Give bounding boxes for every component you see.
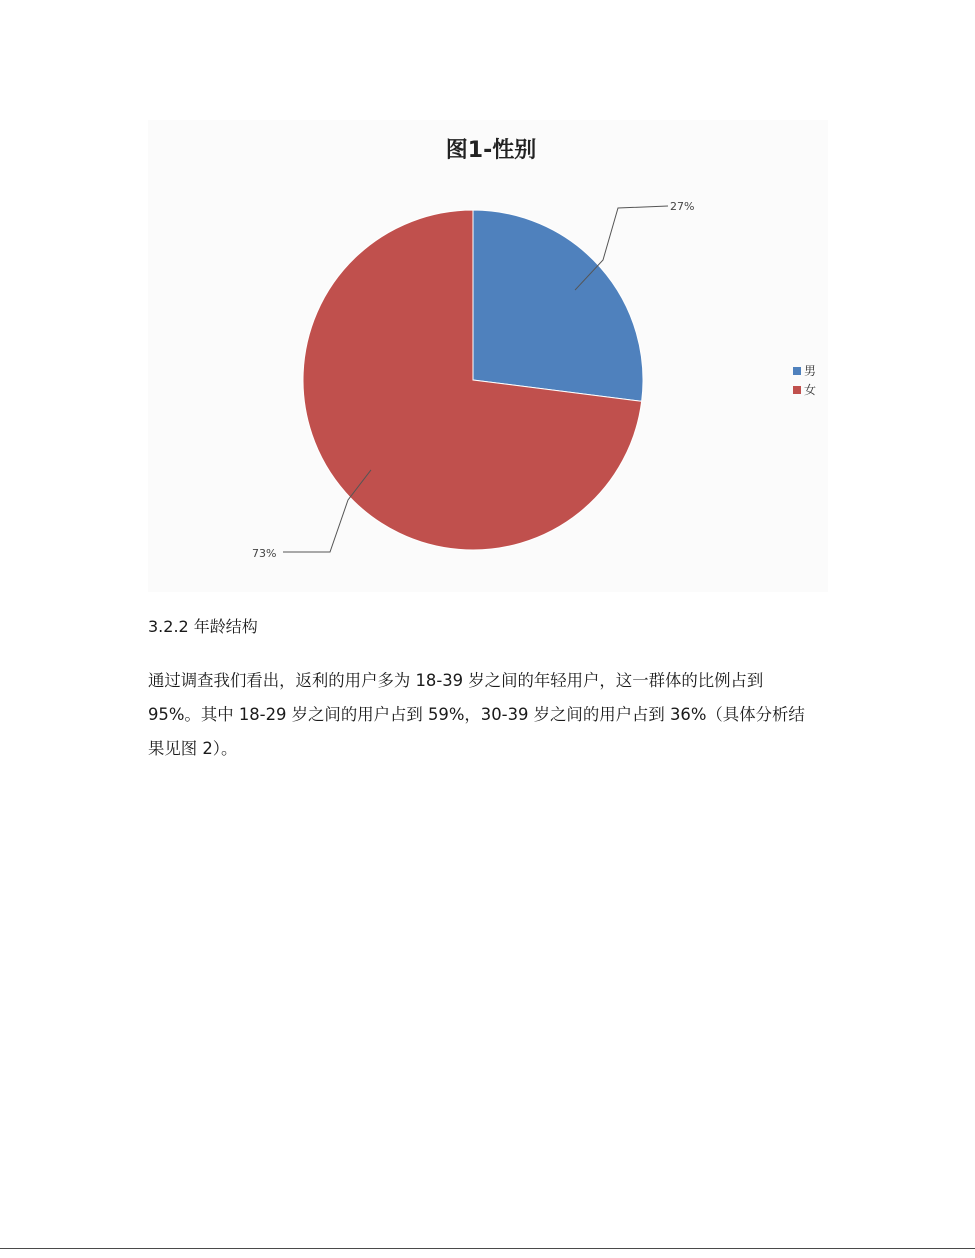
data-label-male: 27% <box>670 200 695 213</box>
paragraph-line: 95%。其中 18-29 岁之间的用户占到 59%，30-39 岁之间的用户占到 36%（具体分析结 <box>148 705 805 724</box>
paragraph-line: 果见图 2）。 <box>148 739 238 758</box>
data-label-female: 73% <box>252 547 277 560</box>
gender-pie-chart <box>148 120 828 592</box>
section-heading: 3.2.2 年龄结构 <box>148 617 258 636</box>
page-bottom-rule <box>0 1248 975 1249</box>
legend-label-male: 男 <box>804 364 817 378</box>
paragraph-line: 通过调查我们看出，返利的用户多为 18-39 岁之间的年轻用户，这一群体的比例占到 <box>148 671 764 690</box>
chart-title: 图1-性别 <box>445 138 537 163</box>
legend-swatch-female <box>793 386 801 394</box>
legend-label-female: 女 <box>804 383 817 397</box>
section-paragraph <box>148 664 828 766</box>
pie-slice-male <box>473 210 643 401</box>
pie-chart-svg <box>148 120 828 592</box>
legend-swatch-male <box>793 367 801 375</box>
